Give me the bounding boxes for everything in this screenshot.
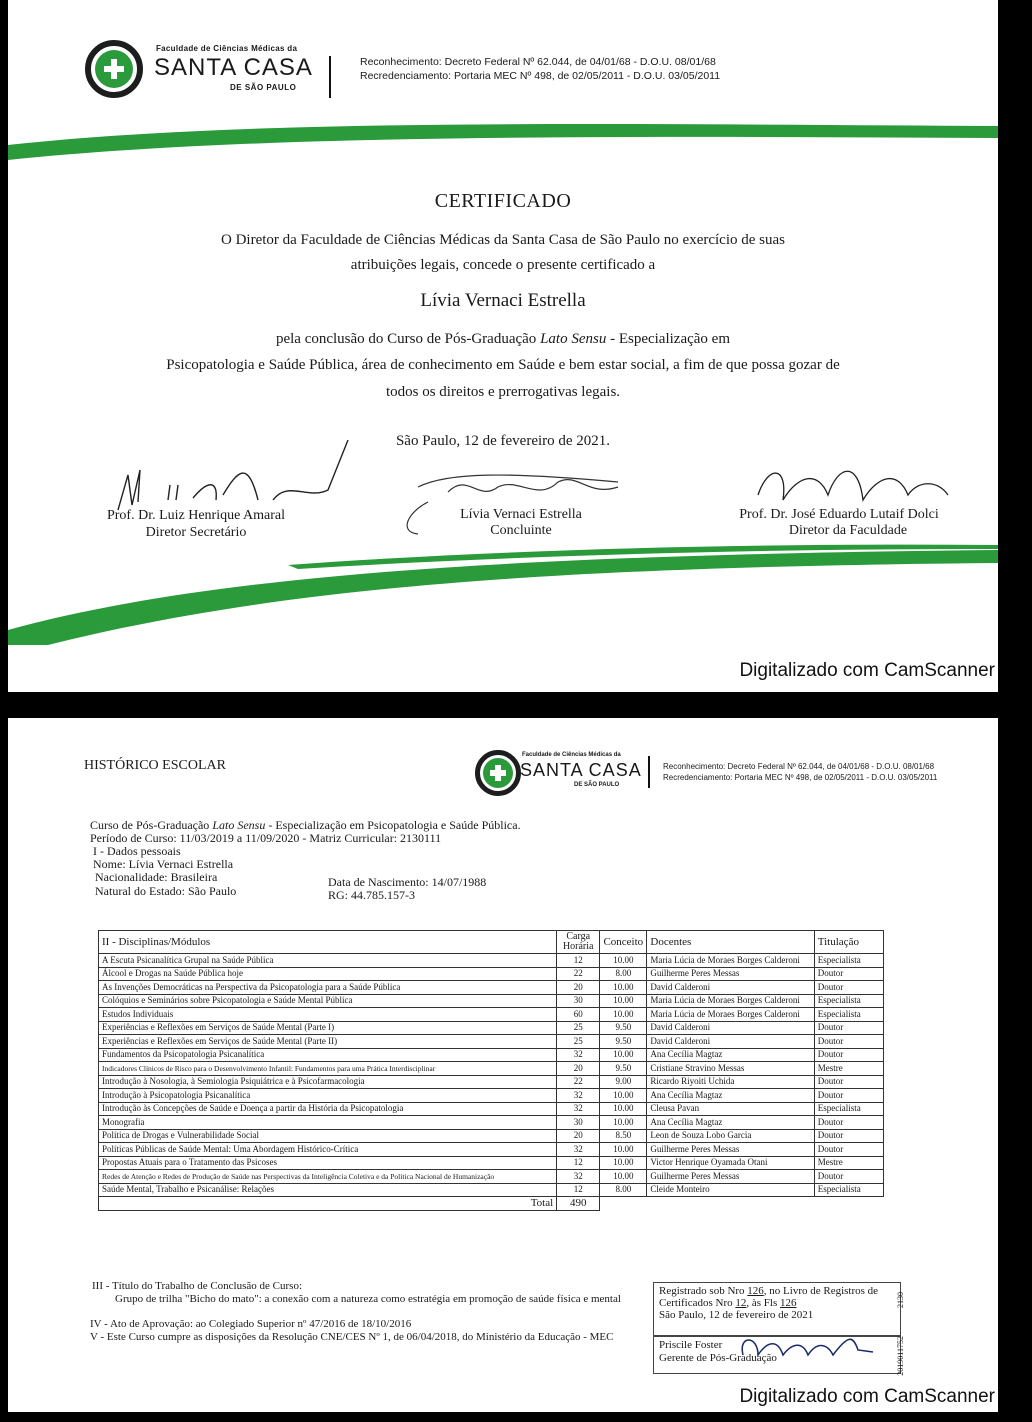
logo-name: SANTA CASA bbox=[520, 760, 642, 780]
santa-casa-logo-icon bbox=[85, 40, 143, 98]
teacher-cell: Ana Cecília Magtaz bbox=[647, 1048, 814, 1062]
registry-line-2 bbox=[659, 1297, 895, 1309]
grade-cell: 10.00 bbox=[600, 1048, 647, 1062]
body-line-1-b: - Especialização em bbox=[606, 331, 731, 347]
nationality: Nacionalidade: Brasileira bbox=[95, 870, 218, 884]
hours-cell: 25 bbox=[557, 1035, 600, 1049]
discipline-cell: Políticas Públicas de Saúde Mental: Uma Abordagem Histórico-Crítica bbox=[99, 1143, 557, 1157]
signature-3-name: Prof. Dr. José Eduardo Lutaif Dolci bbox=[739, 507, 939, 522]
grade-cell: 10.00 bbox=[600, 1089, 647, 1103]
registry-line-2-b: , às Fls bbox=[746, 1297, 780, 1309]
hours-cell: 20 bbox=[557, 981, 600, 995]
title-cell: Doutor bbox=[814, 981, 883, 995]
title-cell: Mestre bbox=[814, 1156, 883, 1170]
body-line-1-a: pela conclusão do Curso de Pós-Graduação bbox=[275, 331, 541, 347]
table-row bbox=[99, 1048, 884, 1062]
grade-cell: 8.00 bbox=[600, 1183, 647, 1197]
teacher-cell: Ana Cecília Magtaz bbox=[647, 1116, 814, 1130]
discipline-cell: Redes de Atenção e Redes de Produção de Saúde nas Perspectivas da Inteligência Coletiva e da Política Nacional de Humanização bbox=[99, 1170, 557, 1184]
discipline-cell: Álcool e Drogas na Saúde Pública hoje bbox=[99, 967, 557, 981]
hours-cell: 12 bbox=[557, 1156, 600, 1170]
table-row bbox=[99, 981, 884, 995]
rg: RG: 44.785.157-3 bbox=[328, 888, 415, 902]
discipline-cell: As Invenções Democráticas na Perspectiva da Psicopatologia para a Saúde Pública bbox=[99, 981, 557, 995]
intro-line-2: atribuições legais, concede o presente certificado a bbox=[350, 257, 656, 273]
title-cell: Doutor bbox=[814, 1170, 883, 1184]
hours-cell: 32 bbox=[557, 1143, 600, 1157]
title-cell: Especialista bbox=[814, 1183, 883, 1197]
discipline-cell: Introdução às Concepções de Saúde e Doença a partir da História da Psicopatologia bbox=[99, 1102, 557, 1116]
total-value: 490 bbox=[557, 1197, 600, 1211]
table-row bbox=[99, 1062, 884, 1076]
body-line-2: Psicopatologia e Saúde Pública, área de conhecimento em Saúde e bem estar social, a fim de que possa gozar de bbox=[166, 357, 840, 373]
table-row bbox=[99, 1129, 884, 1143]
teacher-cell: Maria Lúcia de Moraes Borges Calderoni bbox=[647, 994, 814, 1008]
santa-casa-logo-icon bbox=[475, 750, 521, 796]
section-5: V - Este Curso cumpre as disposições da Resolução CNE/CES Nº 1, de 06/04/2018, do Ministério da Educação - MEC bbox=[90, 1331, 614, 1343]
total-row bbox=[99, 1197, 884, 1211]
hours-cell: 22 bbox=[557, 1075, 600, 1089]
section-3-text: Grupo de trilha "Bicho do mato": a conexão com a natureza como estratégia em promoção de saúde física e mental bbox=[115, 1293, 621, 1305]
table-row bbox=[99, 1035, 884, 1049]
header-title: Titulação bbox=[814, 931, 883, 954]
teacher-cell: Guilherme Peres Messas bbox=[647, 1170, 814, 1184]
hours-cell: 20 bbox=[557, 1062, 600, 1076]
grade-cell: 9.50 bbox=[600, 1062, 647, 1076]
logo-divider bbox=[329, 56, 331, 98]
title-cell: Especialista bbox=[814, 954, 883, 968]
manager-signature-scribble bbox=[733, 1330, 883, 1370]
section-1-title: I - Dados pessoais bbox=[93, 844, 181, 858]
teacher-cell: Maria Lúcia de Moraes Borges Calderoni bbox=[647, 954, 814, 968]
header-hours: Carga Horária bbox=[557, 931, 600, 954]
hours-cell: 32 bbox=[557, 1089, 600, 1103]
teacher-cell: David Calderoni bbox=[647, 1035, 814, 1049]
birth-date: Data de Nascimento: 14/07/1988 bbox=[328, 875, 487, 889]
logo-top-line: Faculdade de Ciências Médicas da bbox=[522, 752, 621, 758]
hours-cell: 22 bbox=[557, 967, 600, 981]
hours-cell: 32 bbox=[557, 1048, 600, 1062]
period-line: Período de Curso: 11/03/2019 a 11/09/2020 - Matriz Curricular: 2130111 bbox=[90, 831, 442, 845]
disciplines-body bbox=[99, 954, 884, 1197]
header-teachers: Docentes bbox=[647, 931, 814, 954]
title-cell: Doutor bbox=[814, 1021, 883, 1035]
student-name: Nome: Lívia Vernaci Estrella bbox=[93, 857, 234, 871]
title-cell: Especialista bbox=[814, 1008, 883, 1022]
header-grade: Conceito bbox=[600, 931, 647, 954]
grade-cell: 10.00 bbox=[600, 1116, 647, 1130]
title-cell: Especialista bbox=[814, 1102, 883, 1116]
teacher-cell: Cristiane Stravino Messas bbox=[647, 1062, 814, 1076]
teacher-cell: Leon de Souza Lobo Garcia bbox=[647, 1129, 814, 1143]
discipline-cell: Experiências e Reflexões em Serviços de Saúde Mental (Parte II) bbox=[99, 1035, 557, 1049]
grade-cell: 10.00 bbox=[600, 1143, 647, 1157]
course-italic: Lato Sensu bbox=[212, 818, 266, 832]
table-header-row bbox=[99, 931, 884, 954]
certificate-date: São Paulo, 12 de fevereiro de 2021. bbox=[395, 433, 611, 449]
discipline-cell: Fundamentos da Psicopatologia Psicanalítica bbox=[99, 1048, 557, 1062]
section-3-title: III - Título do Trabalho de Conclusão de Curso: bbox=[92, 1280, 302, 1292]
hours-cell: 30 bbox=[557, 1116, 600, 1130]
registry-fls: 126 bbox=[780, 1297, 797, 1309]
table-row bbox=[99, 954, 884, 968]
registry-line-2-a: Certificados Nro bbox=[659, 1297, 736, 1309]
title-cell: Doutor bbox=[814, 1143, 883, 1157]
table-row bbox=[99, 1102, 884, 1116]
table-row bbox=[99, 1156, 884, 1170]
hours-cell: 12 bbox=[557, 954, 600, 968]
state: Natural do Estado: São Paulo bbox=[95, 884, 237, 898]
grade-cell: 9.50 bbox=[600, 1021, 647, 1035]
intro-line-1: O Diretor da Faculdade de Ciências Médicas da Santa Casa de São Paulo no exercício de suas bbox=[221, 232, 785, 248]
table-row bbox=[99, 994, 884, 1008]
camscanner-label: Digitalizado com CamScanner bbox=[736, 658, 998, 684]
body-line-1 bbox=[8, 331, 998, 348]
transcript-heading: HISTÓRICO ESCOLAR bbox=[84, 758, 226, 773]
transcript-page bbox=[8, 718, 998, 1412]
course-b: - Especialização em Psicopatologia e Saúde Pública. bbox=[265, 818, 521, 832]
teacher-cell: Maria Lúcia de Moraes Borges Calderoni bbox=[647, 1008, 814, 1022]
registry-line-3: São Paulo, 12 de fevereiro de 2021 bbox=[659, 1309, 814, 1321]
manager-side-number: 2019011752 bbox=[896, 1336, 905, 1376]
title-cell: Doutor bbox=[814, 1035, 883, 1049]
registry-line-1 bbox=[659, 1285, 895, 1297]
section-4: IV - Ato de Aprovação: ao Colegiado Superior nº 47/2016 de 18/10/2016 bbox=[90, 1318, 412, 1330]
grade-cell: 9.00 bbox=[600, 1075, 647, 1089]
logo-divider bbox=[648, 756, 650, 788]
hours-cell: 12 bbox=[557, 1183, 600, 1197]
table-row bbox=[99, 967, 884, 981]
teacher-cell: Cleide Monteiro bbox=[647, 1183, 814, 1197]
discipline-cell: A Escuta Psicanalítica Grupal na Saúde Pública bbox=[99, 954, 557, 968]
registry-nro: 126 bbox=[747, 1285, 764, 1297]
hours-cell: 32 bbox=[557, 1102, 600, 1116]
table-row bbox=[99, 1021, 884, 1035]
signature-3-role: Diretor da Faculdade bbox=[788, 523, 908, 538]
manager-role: Gerente de Pós-Graduação bbox=[659, 1352, 777, 1364]
signature-1-role: Diretor Secretário bbox=[145, 525, 247, 540]
title-cell: Doutor bbox=[814, 1129, 883, 1143]
grade-cell: 8.00 bbox=[600, 967, 647, 981]
title-cell: Doutor bbox=[814, 1116, 883, 1130]
table-row bbox=[99, 1075, 884, 1089]
bottom-green-band bbox=[8, 535, 998, 650]
header-discipline: II - Disciplinas/Módulos bbox=[99, 931, 557, 954]
title-cell: Doutor bbox=[814, 1089, 883, 1103]
hours-cell: 30 bbox=[557, 994, 600, 1008]
recipient-name: Lívia Vernaci Estrella bbox=[420, 290, 586, 311]
course-a: Curso de Pós-Graduação bbox=[90, 818, 213, 832]
discipline-cell: Introdução à Psicopatologia Psicanalítica bbox=[99, 1089, 557, 1103]
teacher-cell: David Calderoni bbox=[647, 981, 814, 995]
registry-line-1-a: Registrado sob Nro bbox=[659, 1285, 748, 1297]
grade-cell: 10.00 bbox=[600, 1156, 647, 1170]
hours-cell: 25 bbox=[557, 1021, 600, 1035]
logo-sub: DE SÃO PAULO bbox=[574, 782, 620, 788]
discipline-cell: Estudos Individuais bbox=[99, 1008, 557, 1022]
body-line-3: todos os direitos e prerrogativas legais. bbox=[385, 384, 621, 400]
table-row bbox=[99, 1089, 884, 1103]
discipline-cell: Monografia bbox=[99, 1116, 557, 1130]
top-green-band bbox=[8, 110, 998, 170]
recognition-line-2: Recredenciamento: Portaria MEC Nº 498, de 02/05/2011 - D.O.U. 03/05/2011 bbox=[360, 70, 721, 82]
title-cell: Doutor bbox=[814, 1075, 883, 1089]
signature-1-name: Prof. Dr. Luiz Henrique Amaral bbox=[106, 508, 286, 523]
teacher-cell: Ricardo Riyoiti Uchida bbox=[647, 1075, 814, 1089]
teacher-cell: Guilherme Peres Messas bbox=[647, 1143, 814, 1157]
grade-cell: 10.00 bbox=[600, 1008, 647, 1022]
discipline-cell: Experiências e Reflexões em Serviços de Saúde Mental (Parte I) bbox=[99, 1021, 557, 1035]
discipline-cell: Política de Drogas e Vulnerabilidade Social bbox=[99, 1129, 557, 1143]
manager-name: Priscile Foster bbox=[659, 1339, 723, 1351]
discipline-cell: Colóquios e Seminários sobre Psicopatologia e Saúde Mental Pública bbox=[99, 994, 557, 1008]
discipline-cell: Introdução à Nosologia, à Semiologia Psiquiátrica e à Psicofarmacologia bbox=[99, 1075, 557, 1089]
disciplines-table bbox=[98, 930, 884, 1211]
registry-side-number: 2130 bbox=[896, 1292, 905, 1308]
certificate-title: CERTIFICADO bbox=[434, 190, 572, 212]
registry-stamp bbox=[653, 1282, 901, 1336]
discipline-cell: Propostas Atuais para o Tratamento das Psicoses bbox=[99, 1156, 557, 1170]
title-cell: Mestre bbox=[814, 1062, 883, 1076]
certificate-page bbox=[8, 0, 998, 692]
hours-cell: 20 bbox=[557, 1129, 600, 1143]
grade-cell: 10.00 bbox=[600, 1102, 647, 1116]
grade-cell: 9.50 bbox=[600, 1035, 647, 1049]
grade-cell: 10.00 bbox=[600, 954, 647, 968]
teacher-cell: Ana Cecília Magtaz bbox=[647, 1089, 814, 1103]
hours-cell: 32 bbox=[557, 1170, 600, 1184]
table-row bbox=[99, 1183, 884, 1197]
logo-name: SANTA CASA bbox=[154, 54, 313, 81]
title-cell: Doutor bbox=[814, 1048, 883, 1062]
signature-2-role: Concluinte bbox=[490, 523, 552, 538]
logo-top-line: Faculdade de Ciências Médicas da bbox=[156, 44, 298, 53]
registry-livro: 12 bbox=[735, 1297, 747, 1309]
signature-2-name: Lívia Vernaci Estrella bbox=[460, 507, 582, 522]
grade-cell: 10.00 bbox=[600, 1170, 647, 1184]
teacher-cell: Guilherme Peres Messas bbox=[647, 967, 814, 981]
teacher-cell: David Calderoni bbox=[647, 1021, 814, 1035]
grade-cell: 10.00 bbox=[600, 994, 647, 1008]
table-row bbox=[99, 1170, 884, 1184]
grade-cell: 10.00 bbox=[600, 981, 647, 995]
registry-line-1-b: , no Livro de Registros de bbox=[763, 1285, 879, 1297]
recognition-line-1: Reconhecimento: Decreto Federal Nº 62.044, de 04/01/68 - D.O.U. 08/01/68 bbox=[663, 762, 935, 771]
discipline-cell: Saúde Mental, Trabalho e Psicanálise: Relações bbox=[99, 1183, 557, 1197]
logo-sub: DE SÃO PAULO bbox=[230, 83, 297, 92]
total-label: Total bbox=[99, 1197, 557, 1211]
table-row bbox=[99, 1143, 884, 1157]
table-row bbox=[99, 1008, 884, 1022]
recognition-line-2: Recredenciamento: Portaria MEC Nº 498, de 02/05/2011 - D.O.U. 03/05/2011 bbox=[663, 773, 938, 782]
recognition-line-1: Reconhecimento: Decreto Federal Nº 62.044, de 04/01/68 - D.O.U. 08/01/68 bbox=[360, 56, 716, 68]
title-cell: Doutor bbox=[814, 967, 883, 981]
discipline-cell: Indicadores Clínicos de Risco para o Desenvolvimento Infantil: Fundamentos para uma Prática Interdisciplinar bbox=[99, 1062, 557, 1076]
hours-cell: 60 bbox=[557, 1008, 600, 1022]
title-cell: Especialista bbox=[814, 994, 883, 1008]
table-row bbox=[99, 1116, 884, 1130]
teacher-cell: Cleusa Pavan bbox=[647, 1102, 814, 1116]
camscanner-label: Digitalizado com CamScanner bbox=[736, 1384, 998, 1410]
teacher-cell: Victor Henrique Oyamada Otani bbox=[647, 1156, 814, 1170]
body-line-1-italic: Lato Sensu bbox=[540, 331, 607, 347]
grade-cell: 8.50 bbox=[600, 1129, 647, 1143]
